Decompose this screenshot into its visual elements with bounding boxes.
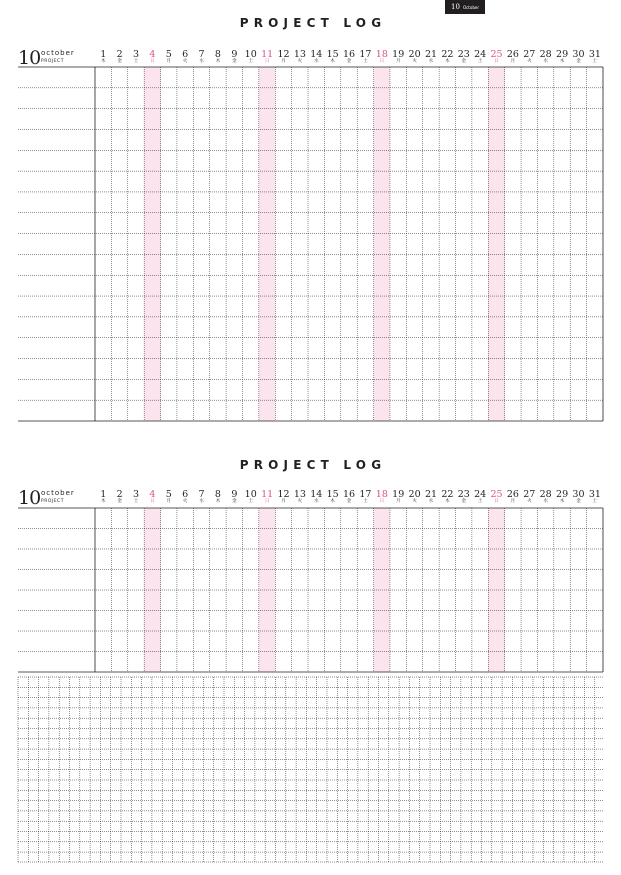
weekday-label: 土 <box>133 499 139 504</box>
day-number: 14 <box>310 49 323 60</box>
day-number: 3 <box>132 489 140 500</box>
month-tab-name: October <box>462 4 479 10</box>
day-number: 28 <box>539 49 552 60</box>
weekday-label: 火 <box>527 59 532 64</box>
weekday-label: 月 <box>166 499 172 504</box>
weekday-label: 木 <box>101 59 106 64</box>
weekday-label: 木 <box>330 499 335 504</box>
day-number: 17 <box>359 489 372 500</box>
weekday-label: 木 <box>101 499 106 504</box>
day-number: 12 <box>277 489 290 500</box>
weekday-label: 日 <box>150 59 155 64</box>
weekday-label: 土 <box>477 499 483 504</box>
day-number: 23 <box>457 49 470 60</box>
day-number: 31 <box>588 49 601 60</box>
day-number: 8 <box>214 489 221 500</box>
day-number: 30 <box>572 489 585 500</box>
weekday-label: 水 <box>428 59 434 64</box>
day-number: 2 <box>116 489 123 500</box>
day-number: 20 <box>408 49 421 60</box>
weekday-label: 金 <box>346 499 352 504</box>
weekday-label: 金 <box>576 499 581 504</box>
weekday-label: 月 <box>166 59 172 64</box>
day-number: 29 <box>556 49 569 60</box>
day-number: 10 <box>244 489 257 500</box>
day-number: 15 <box>326 489 339 500</box>
project-column-label: PROJECT <box>41 59 64 64</box>
day-number: 14 <box>310 489 323 500</box>
weekday-label: 日 <box>379 59 385 64</box>
day-number: 4 <box>149 49 156 60</box>
day-number: 27 <box>523 49 536 60</box>
weekday-label: 水 <box>428 499 434 504</box>
weekday-label: 月 <box>281 59 286 64</box>
day-number: 5 <box>165 49 172 60</box>
day-number: 31 <box>588 489 601 500</box>
day-number: 6 <box>182 489 189 500</box>
weekday-label: 水 <box>543 499 548 504</box>
weekday-label: 日 <box>379 499 385 504</box>
day-number: 26 <box>506 49 519 60</box>
day-number: 29 <box>556 489 569 500</box>
day-number: 5 <box>165 489 172 500</box>
weekday-label: 金 <box>576 59 581 64</box>
weekday-label: 日 <box>264 499 270 504</box>
weekday-label: 金 <box>117 499 122 504</box>
page-title: PROJECT LOG <box>239 16 387 30</box>
weekday-label: 火 <box>182 59 188 64</box>
day-number: 7 <box>198 49 205 60</box>
day-number: 6 <box>182 49 189 60</box>
day-number: 11 <box>261 49 274 60</box>
weekday-label: 木 <box>330 59 335 64</box>
month-name: october <box>41 489 75 497</box>
day-number: 24 <box>474 489 487 500</box>
day-number: 3 <box>132 49 140 60</box>
weekday-label: 土 <box>363 499 368 504</box>
day-number: 10 <box>244 49 257 60</box>
day-number: 19 <box>392 489 405 500</box>
weekday-label: 水 <box>314 59 319 64</box>
weekday-label: 土 <box>592 499 598 504</box>
weekday-label: 土 <box>248 499 253 504</box>
day-number: 18 <box>375 49 388 60</box>
weekday-label: 火 <box>527 499 532 504</box>
weekday-label: 金 <box>117 59 122 64</box>
weekday-label: 水 <box>543 59 548 64</box>
day-number: 25 <box>490 49 503 60</box>
weekday-label: 月 <box>395 59 401 64</box>
day-number: 1 <box>100 489 107 500</box>
day-number: 19 <box>392 49 405 60</box>
month-name: october <box>41 49 75 57</box>
weekday-label: 火 <box>297 59 303 64</box>
day-number: 21 <box>424 489 438 500</box>
day-number: 7 <box>198 489 205 500</box>
month-tab-number: 10 <box>451 3 460 11</box>
weekday-label: 土 <box>477 59 483 64</box>
day-number: 13 <box>293 49 306 60</box>
weekday-label: 火 <box>297 499 303 504</box>
day-number: 8 <box>214 49 221 60</box>
page-title: PROJECT LOG <box>239 458 387 472</box>
weekday-label: 日 <box>494 499 499 504</box>
weekday-label: 金 <box>461 59 467 64</box>
month-number: 10 <box>18 47 41 69</box>
weekday-label: 土 <box>363 59 368 64</box>
day-number: 4 <box>149 489 156 500</box>
weekday-label: 日 <box>264 59 270 64</box>
day-number: 15 <box>326 49 339 60</box>
weekday-label: 水 <box>314 499 319 504</box>
day-number: 16 <box>343 489 356 500</box>
day-number: 9 <box>231 49 238 60</box>
day-number: 30 <box>572 49 585 60</box>
day-number: 22 <box>441 489 454 500</box>
weekday-label: 火 <box>412 499 417 504</box>
weekday-label: 日 <box>494 59 499 64</box>
weekday-label: 水 <box>199 499 204 504</box>
weekday-label: 金 <box>346 59 352 64</box>
weekday-label: 水 <box>199 59 204 64</box>
weekday-label: 火 <box>412 59 417 64</box>
day-number: 23 <box>457 489 470 500</box>
day-number: 22 <box>441 49 454 60</box>
weekday-label: 土 <box>592 59 598 64</box>
day-number: 26 <box>506 489 519 500</box>
day-number: 21 <box>424 49 438 60</box>
day-number: 24 <box>474 49 487 60</box>
weekday-label: 月 <box>281 499 286 504</box>
weekday-label: 月 <box>395 499 401 504</box>
month-number: 10 <box>18 487 41 509</box>
day-number: 17 <box>359 49 372 60</box>
weekday-label: 木 <box>559 59 565 64</box>
day-number: 11 <box>261 489 274 500</box>
day-number: 25 <box>490 489 503 500</box>
weekday-label: 土 <box>248 59 253 64</box>
weekday-label: 金 <box>232 59 237 64</box>
weekday-label: 木 <box>215 59 221 64</box>
weekday-label: 火 <box>182 499 188 504</box>
weekday-label: 金 <box>461 499 467 504</box>
weekday-label: 木 <box>559 499 565 504</box>
weekday-label: 土 <box>133 59 139 64</box>
weekday-label: 木 <box>445 59 450 64</box>
day-number: 28 <box>539 489 552 500</box>
weekday-label: 月 <box>510 499 516 504</box>
day-number: 9 <box>231 489 238 500</box>
day-number: 20 <box>408 489 421 500</box>
weekday-label: 木 <box>445 499 450 504</box>
weekday-label: 木 <box>215 499 221 504</box>
day-number: 12 <box>277 49 290 60</box>
project-column-label: PROJECT <box>41 499 64 504</box>
weekday-label: 金 <box>232 499 237 504</box>
day-number: 27 <box>523 489 536 500</box>
day-number: 13 <box>293 489 306 500</box>
day-number: 18 <box>375 489 388 500</box>
day-number: 1 <box>100 49 107 60</box>
day-number: 2 <box>116 49 123 60</box>
weekday-label: 月 <box>510 59 516 64</box>
day-number: 16 <box>343 49 356 60</box>
weekday-label: 日 <box>150 499 155 504</box>
